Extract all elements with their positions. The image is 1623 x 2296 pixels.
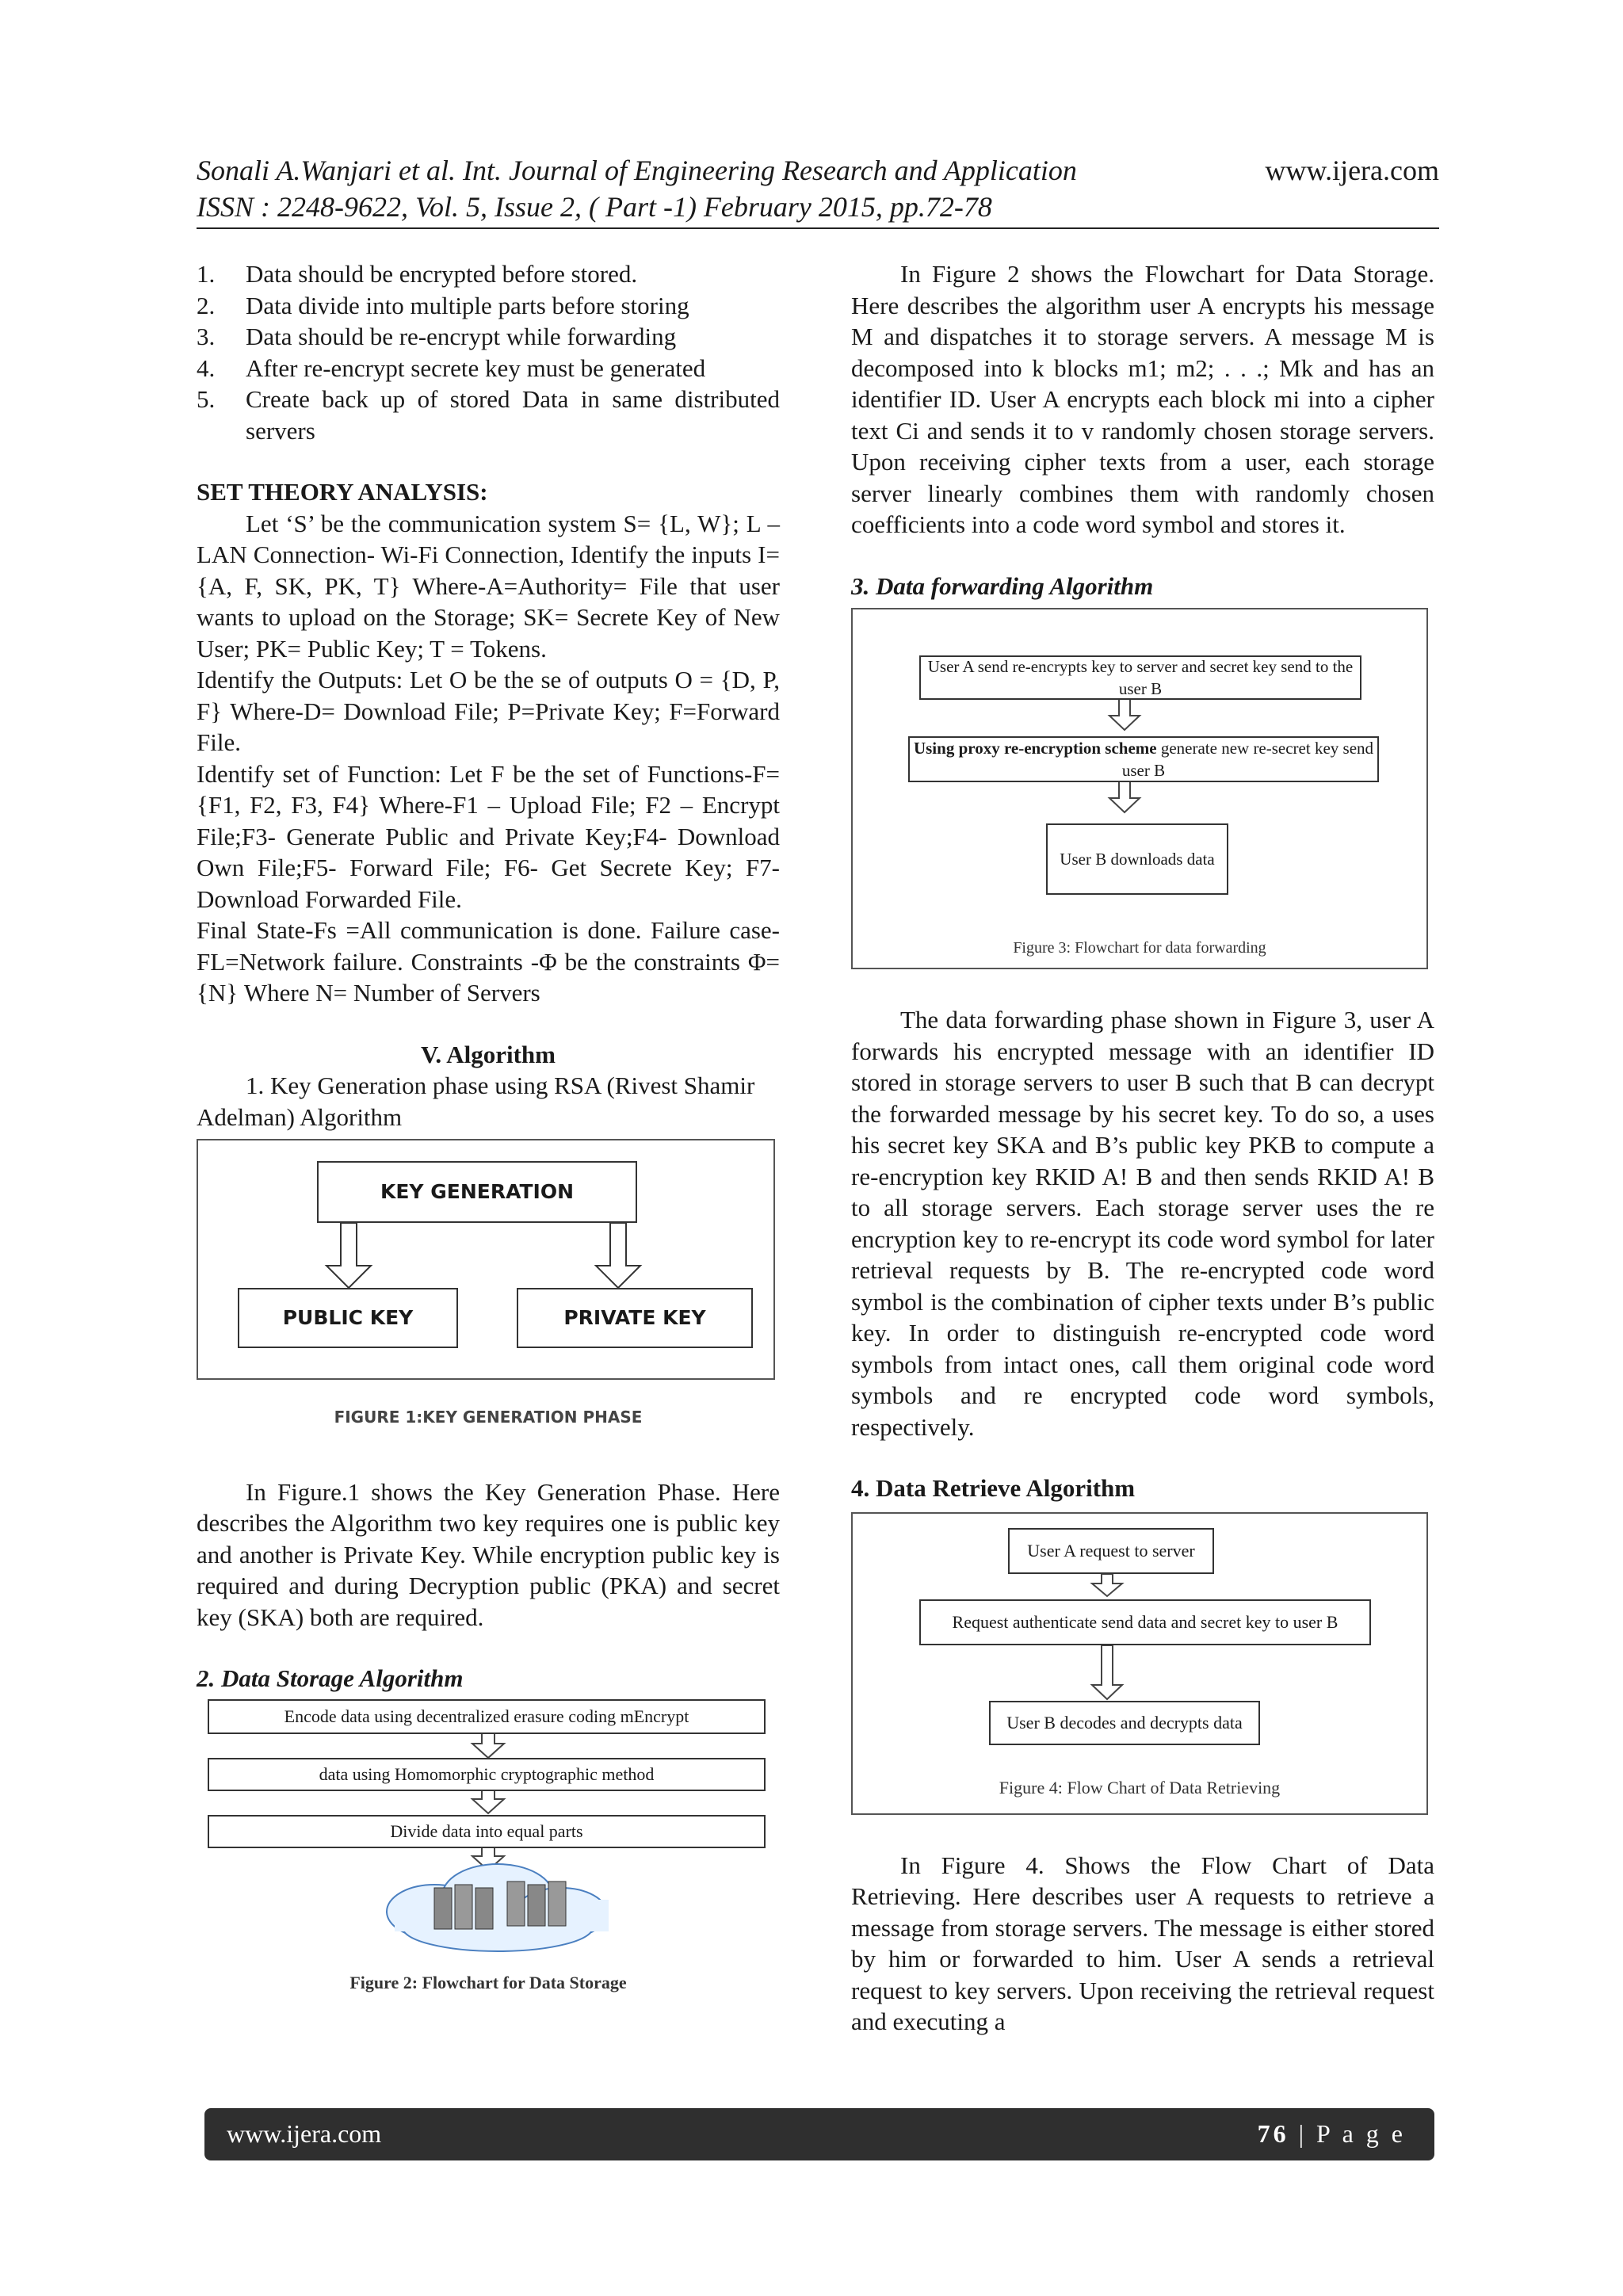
figure-2-data-storage: [197, 1698, 780, 1999]
list-item: 5. Create back up of stored Data in same distributed servers: [197, 385, 780, 445]
arrow-down-icon: [596, 1223, 640, 1288]
footer-url[interactable]: www.ijera.com: [227, 2119, 382, 2148]
paragraph: Final State-Fs =All communication is done. Failure case-FL=Network failure. Constraints -Φ be the constraints Φ= {N} Where N= Number of Servers: [197, 916, 780, 1007]
figure-2-caption: Figure 2: Flowchart for Data Storage: [349, 1972, 627, 1992]
user-a-request-box: User A request to server: [1008, 1528, 1214, 1574]
arrow-down-icon: [1092, 1645, 1122, 1699]
paragraph: In Figure.1 shows the Key Generation Phase. Here describes the Algorithm two key requires one is public key and another is Private Key. While encryption public key is required and during Decryption public (PKA) and secret key (SKA) both are required.: [197, 1477, 780, 1631]
list-item: 2. Data divide into multiple parts before storing: [197, 291, 689, 319]
data-storage-heading: 2. Data Storage Algorithm: [197, 1664, 464, 1692]
figure-1-caption: FIGURE 1:KEY GENERATION PHASE: [334, 1408, 643, 1427]
user-b-decodes-box: User B decodes and decrypts data: [989, 1701, 1260, 1745]
set-theory-heading: SET THEORY ANALYSIS:: [197, 478, 488, 506]
paragraph: Identify the Outputs: Let O be the se of outputs O = {D, P, F} Where-D= Download File; P=Private Key; F=Forward File.: [197, 666, 780, 756]
figure-2-graphics: [197, 1698, 780, 1999]
header-citation: Sonali A.Wanjari et al. Int. Journal of Engineering Research and Application: [197, 155, 1077, 186]
private-key-box: PRIVATE KEY: [517, 1288, 753, 1348]
paragraph: In Figure 2 shows the Flowchart for Data Storage. Here describes the algorithm user A encrypts his message M and dispatches it to storage servers. A message M is decomposed into k blocks m1; m2; . . .; Mk and has an identifier ID. User A encrypts each block mi into a cipher text Ci and sends it to v randomly chosen storage servers. Upon receiving cipher texts from a user, each storage server linearly combines them with randomly chosen coefficients into a code word symbol and stores it.: [851, 260, 1434, 538]
arrow-down-icon: [472, 1733, 504, 1758]
data-forwarding-heading: 3. Data forwarding Algorithm: [851, 571, 1154, 600]
list-item: 1. Data should be encrypted before stored.: [197, 260, 638, 288]
header-url[interactable]: www.ijera.com: [1265, 155, 1439, 186]
figure-3-data-forwarding: [851, 608, 1428, 969]
figure-4-caption: Figure 4: Flow Chart of Data Retrieving: [999, 1777, 1281, 1797]
encode-data-box: Encode data using decentralized erasure coding mEncrypt: [208, 1699, 766, 1734]
arrow-down-icon: [1109, 698, 1140, 730]
proxy-re-encryption-box: Using proxy re-encryption scheme generate new re-secret key send user B: [908, 736, 1379, 782]
figure-1-key-generation: [197, 1139, 775, 1380]
left-column: [197, 258, 780, 1999]
user-b-downloads-box: User B downloads data: [1046, 823, 1228, 895]
paragraph: In Figure 4. Shows the Flow Chart of Data Retrieving. Here describes user A requests to retrieve a message from storage servers. The message is either stored by him or forwarded to him. User A sends a retrieval request to key servers. Upon receiving the retrieval request and executing a: [851, 1851, 1434, 2035]
arrow-down-icon: [1109, 781, 1140, 812]
header-rule: [197, 227, 1439, 229]
send-re-encrypt-key-box: User A send re-encrypts key to server and secret key send to the user B: [919, 655, 1361, 700]
list-item: 4. After re-encrypt secrete key must be generated: [197, 353, 706, 382]
arrow-down-icon: [472, 1788, 504, 1813]
arrow-down-icon: [1092, 1574, 1122, 1596]
public-key-box: PUBLIC KEY: [238, 1288, 458, 1348]
figure-3-caption: Figure 3: Flowchart for data forwarding: [1013, 939, 1266, 957]
data-retrieve-heading: 4. Data Retrieve Algorithm: [851, 1474, 1136, 1502]
section-heading-algorithm: V. Algorithm: [421, 1040, 556, 1068]
paragraph: Identify set of Function: Let F be the set of Functions-F= {F1, F2, F3, F4} Where-F1 – Upload File; F2 – Encrypt File;F3- Generate Public and Private Key;F4- Download Own File;F5- Forward File; F6- Get Secrete Key; F7- Download Forwarded File.: [197, 759, 780, 913]
header-issn: ISSN : 2248-9622, Vol. 5, Issue 2, ( Part -1) February 2015, pp.72-78: [197, 191, 992, 223]
list-item: 3. Data should be re-encrypt while forwarding: [197, 323, 677, 350]
divide-data-box: Divide data into equal parts: [208, 1815, 766, 1848]
server-icon: [434, 1885, 493, 1929]
paragraph: Let ‘S’ be the communication system S= {L, W}; L – LAN Connection- Wi-Fi Connection, Identify the inputs I= {A, F, SK, PK, T} Where-A=Authority= File that user wants to upload on the Storage; SK= Secrete Key of New User; PK= Public Key; T = Tokens.: [197, 509, 780, 663]
requirements-list: [197, 258, 780, 446]
page-footer: [204, 2108, 1434, 2160]
request-authenticate-box: Request authenticate send data and secret key to user B: [919, 1599, 1371, 1645]
paragraph: The data forwarding phase shown in Figure 3, user A forwards his encrypted message with an identifier ID stored in storage servers to user B such that B can decrypt the forwarded message by his secret key. To do so, a uses his secret key SKA and B’s public key PKB to compute a re-encryption key RKID A! B and then sends RKID A! B to all storage servers. Each storage server uses the re encryption key to re-encrypt its code word symbol for later retrieval requests by B. The re-encrypted code word symbol is the combination of cipher texts under B’s public key. In order to distinguish re-encrypted code word symbols from intact ones, call them original code word symbols and re encrypted code word symbols, respectively.: [851, 1006, 1434, 1441]
paragraph: 1. Key Generation phase using RSA (Rivest Shamir Adelman) Algorithm: [197, 1072, 755, 1131]
key-generation-box: KEY GENERATION: [317, 1161, 637, 1223]
cloud-icon: [387, 1864, 609, 1951]
arrow-down-icon: [327, 1223, 371, 1288]
homomorphic-box: data using Homomorphic cryptographic method: [208, 1758, 766, 1791]
page-number: 76 | P a g e: [1257, 2119, 1406, 2148]
figure-4-data-retrieving: [851, 1512, 1428, 1815]
right-column: [851, 258, 1434, 2038]
server-icon: [507, 1881, 566, 1926]
